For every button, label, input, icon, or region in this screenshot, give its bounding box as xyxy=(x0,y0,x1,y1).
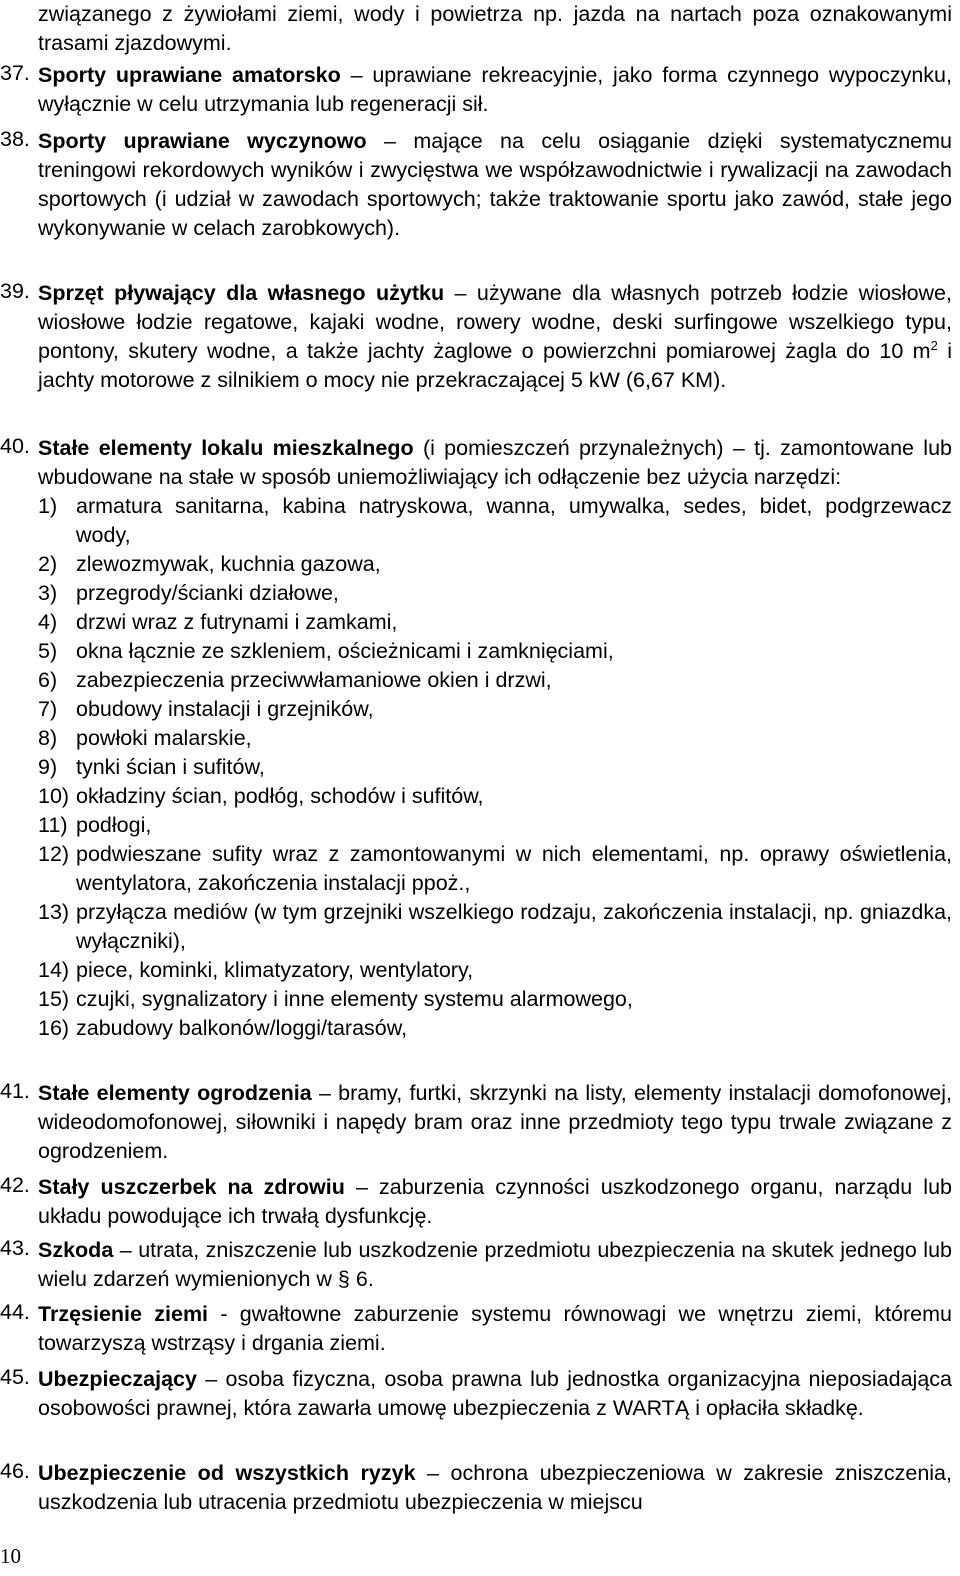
item-text: - gwałtowne zaburzenie systemu równowagi we wnętrzu ziemi, któremu towarzyszą wstrząsy i drgania ziemi. xyxy=(38,1302,953,1355)
sub-list-item xyxy=(38,985,952,1014)
item-term: Szkoda xyxy=(38,1238,114,1262)
sub-list-number: 9) xyxy=(38,755,58,779)
item-term: Stałe elementy ogrodzenia xyxy=(38,1081,312,1105)
item-body xyxy=(38,434,952,1043)
item-body xyxy=(38,279,952,395)
sub-list-item xyxy=(38,637,952,666)
item-text: – ochrona ubezpieczeniowa w zakresie zniszczenia, uszkodzenia lub utracenia przedmiotu ubezpieczenia w miejscu xyxy=(38,1461,952,1514)
sub-list-item xyxy=(38,724,952,753)
definition-item xyxy=(0,434,952,1043)
sub-list-number: 16) xyxy=(38,1016,70,1040)
item-text: (i pomieszczeń przynależnych) – tj. zamontowane lub wbudowane na stałe w sposób uniemożliwiający ich odłączenie bez użycia narzędzi: xyxy=(38,436,952,489)
item-number: 45. xyxy=(0,1365,30,1389)
definition-item xyxy=(0,1079,952,1166)
item-text: – używane dla własnych potrzeb łodzie wiosłowe, wiosłowe łodzie regatowe, kajaki wodne, rowery wodne, deski surfingowe wszelkiego typu, pontony, skutery wodne, a także jachty żaglowe o powierzchni pomiarowej żagla do 10 m xyxy=(38,281,952,363)
sub-list-text: czujki, sygnalizatory i inne elementy systemu alarmowego, xyxy=(76,987,633,1011)
sub-list-number: 2) xyxy=(38,552,58,576)
item-body xyxy=(38,61,952,119)
item-text: – osoba fizyczna, osoba prawna lub jednostka organizacyjna nieposiadająca osobowości prawnej, która zawarła umowę ubezpieczenia z WARTĄ i opłaciła składkę. xyxy=(38,1367,952,1420)
page-number: 10 xyxy=(0,1544,21,1568)
sub-list-text: okna łącznie ze szkleniem, ościeżnicami i zamknięciami, xyxy=(76,639,614,663)
definition-item xyxy=(0,61,952,119)
sub-list-number: 12) xyxy=(38,842,70,866)
item-text: – utrata, zniszczenie lub uszkodzenie przedmiotu ubezpieczenia na skutek jednego lub wielu zdarzeń wymienionych w § 6. xyxy=(38,1238,952,1291)
item-text-continued: i jachty motorowe z silnikiem o mocy nie przekraczającej 5 kW (6,67 KM). xyxy=(38,339,952,392)
item-term: Sprzęt pływający dla własnego użytku xyxy=(38,281,445,305)
sub-list-text: drzwi wraz z futrynami i zamkami, xyxy=(76,610,398,634)
definition-item xyxy=(0,1365,952,1423)
sub-list-number: 8) xyxy=(38,726,58,750)
item-term: Stały uszczerbek na zdrowiu xyxy=(38,1175,345,1199)
sub-list-number: 1) xyxy=(38,494,58,518)
sub-list-item xyxy=(38,608,952,637)
sub-list-item xyxy=(38,956,952,985)
continuation-text: związanego z żywiołami ziemi, wody i powietrza np. jazda na nartach poza oznakowanymi trasami zjazdowymi. xyxy=(38,2,952,55)
item-body xyxy=(38,1079,952,1166)
sub-list-text: zabezpieczenia przeciwwłamaniowe okien i drzwi, xyxy=(76,668,552,692)
sub-list-text: przyłącza mediów (w tym grzejniki wszelkiego rodzaju, zakończenia instalacji, np. gniazdka, wyłączniki), xyxy=(76,900,952,953)
item-text: – mające na celu osiąganie dzięki systematycznemu treningowi rekordowych wyników i zwycięstwa we współzawodnictwie i rywalizacji na zawodach sportowych (i udział w zawodach sportowych; także traktowanie sportu jako zawód, stałe jego wykonywanie w celach zarobkowych). xyxy=(38,129,952,240)
sub-list-item xyxy=(38,753,952,782)
definition-item xyxy=(0,1236,952,1294)
sub-list-number: 4) xyxy=(38,610,58,634)
sub-list-number: 5) xyxy=(38,639,58,663)
item-body xyxy=(38,1300,952,1358)
item-number: 39. xyxy=(0,279,30,303)
item-number: 38. xyxy=(0,127,30,151)
sub-list-item xyxy=(38,579,952,608)
item-term: Trzęsienie ziemi xyxy=(38,1302,209,1326)
sub-list-item xyxy=(38,1014,952,1043)
sub-list-text: piece, kominki, klimatyzatory, wentylatory, xyxy=(76,958,474,982)
definition-item xyxy=(0,127,952,243)
sub-list-text: podwieszane sufity wraz z zamontowanymi w nich elementami, np. oprawy oświetlenia, wentylatora, zakończenia instalacji ppoż., xyxy=(76,842,952,895)
sub-list-number: 3) xyxy=(38,581,58,605)
sub-list-item xyxy=(38,840,952,898)
continuation-paragraph xyxy=(38,0,952,58)
item-body xyxy=(38,1365,952,1423)
sub-list-text: podłogi, xyxy=(76,813,152,837)
item-term: Stałe elementy lokalu mieszkalnego xyxy=(38,436,414,460)
definition-item xyxy=(0,1300,952,1358)
sub-list-number: 14) xyxy=(38,958,70,982)
item-text: – uprawiane rekreacyjnie, jako forma czynnego wypoczynku, wyłącznie w celu utrzymania lub regeneracji sił. xyxy=(38,63,952,116)
sub-list-item xyxy=(38,811,952,840)
item-number: 41. xyxy=(0,1079,30,1103)
sub-list-item xyxy=(38,666,952,695)
sub-list-number: 6) xyxy=(38,668,58,692)
item-body xyxy=(38,1459,952,1517)
sub-list-item xyxy=(38,782,952,811)
sub-list-item xyxy=(38,898,952,956)
item-term: Sporty uprawiane amatorsko xyxy=(38,63,341,87)
item-body xyxy=(38,127,952,243)
sub-list xyxy=(38,492,952,1043)
item-body xyxy=(38,1236,952,1294)
sub-list-text: armatura sanitarna, kabina natryskowa, wanna, umywalka, sedes, bidet, podgrzewacz wody, xyxy=(76,494,952,547)
sub-list-number: 13) xyxy=(38,900,70,924)
definition-item xyxy=(0,1173,952,1231)
item-number: 42. xyxy=(0,1173,30,1197)
sub-list-number: 7) xyxy=(38,697,58,721)
definition-item xyxy=(0,279,952,395)
item-term: Ubezpieczenie od wszystkich ryzyk xyxy=(38,1461,416,1485)
item-number: 46. xyxy=(0,1459,30,1483)
sub-list-text: zlewozmywak, kuchnia gazowa, xyxy=(76,552,381,576)
sub-list-text: zabudowy balkonów/loggi/tarasów, xyxy=(76,1016,408,1040)
item-text: – bramy, furtki, skrzynki na listy, elementy instalacji domofonowej, wideodomofonowej, siłowniki i napędy bram oraz inne przedmioty tego typu trwale związane z ogrodzeniem. xyxy=(38,1081,952,1163)
sub-list-number: 11) xyxy=(38,813,68,837)
item-number: 37. xyxy=(0,61,30,85)
sub-list-text: przegrody/ścianki działowe, xyxy=(76,581,339,605)
definition-item xyxy=(0,1459,952,1517)
sub-list-text: tynki ścian i sufitów, xyxy=(76,755,265,779)
sub-list-text: obudowy instalacji i grzejników, xyxy=(76,697,374,721)
sub-list-number: 10) xyxy=(38,784,70,808)
item-text: – zaburzenia czynności uszkodzonego organu, narządu lub układu powodujące ich trwałą dysfunkcję. xyxy=(38,1175,952,1228)
item-term: Sporty uprawiane wyczynowo xyxy=(38,129,367,153)
sub-list-number: 15) xyxy=(38,987,70,1011)
item-number: 43. xyxy=(0,1236,30,1260)
sub-list-item xyxy=(38,492,952,550)
item-number: 44. xyxy=(0,1300,30,1324)
sub-list-item xyxy=(38,550,952,579)
superscript: 2 xyxy=(930,337,938,353)
sub-list-item xyxy=(38,695,952,724)
item-body xyxy=(38,1173,952,1231)
sub-list-text: powłoki malarskie, xyxy=(76,726,252,750)
item-number: 40. xyxy=(0,434,30,458)
item-term: Ubezpieczający xyxy=(38,1367,197,1391)
sub-list-text: okładziny ścian, podłóg, schodów i sufitów, xyxy=(76,784,484,808)
